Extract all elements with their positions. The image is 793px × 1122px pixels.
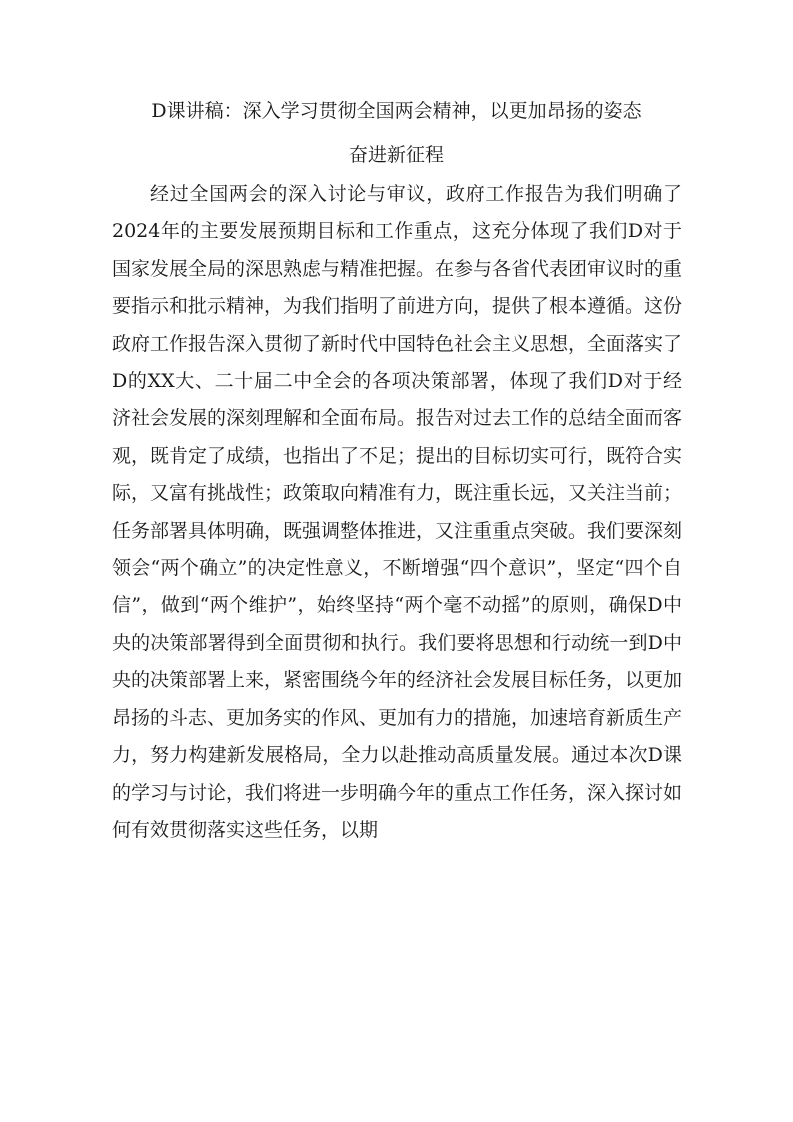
body-paragraph: 经过全国两会的深入讨论与审议，政府工作报告为我们明确了2024年的主要发展预期目标和工作重点，这充分体现了我们D对于国家发展全局的深思熟虑与精准把握。在参与各省代表团审议时的重要指示和批示精神，为我们指明了前进方向，提供了根本遵循。这份政府工作报告深入贯彻了新时代中国特色社会主义思想，全面落实了D的XX大、二十届二中全会的各项决策部署，体现了我们D对于经济社会发展的深刻理解和全面布局。报告对过去工作的总结全面而客观，既肯定了成绩，也指出了不足；提出的目标切实可行，既符合实际，又富有挑战性；政策取向精准有力，既注重长远，又关注当前；任务部署具体明确，既强调整体推进，又注重重点突破。我们要深刻领会“两个确立”的决定性意义，不断增强“四个意识”，坚定“四个自信”，做到“两个维护”，始终坚持“两个毫不动摇”的原则，确保D中央的决策部署得到全面贯彻和执行。我们要将思想和行动统一到D中央的决策部署上来，紧密围绕今年的经济社会发展目标任务，以更加昂扬的斗志、更加务实的作风、更加有力的措施，加速培育新质生产力，努力构建新发展格局，全力以赴推动高质量发展。通过本次D课的学习与讨论，我们将进一步明确今年的重点工作任务，深入探讨如何有效贯彻落实这些任务，以期 xyxy=(112,183,683,841)
document-title-line-2: 奋进新征程 xyxy=(348,144,444,166)
document-title-line-1: D课讲稿：深入学习贯彻全国两会精神，以更加昂扬的姿态 xyxy=(151,100,642,122)
